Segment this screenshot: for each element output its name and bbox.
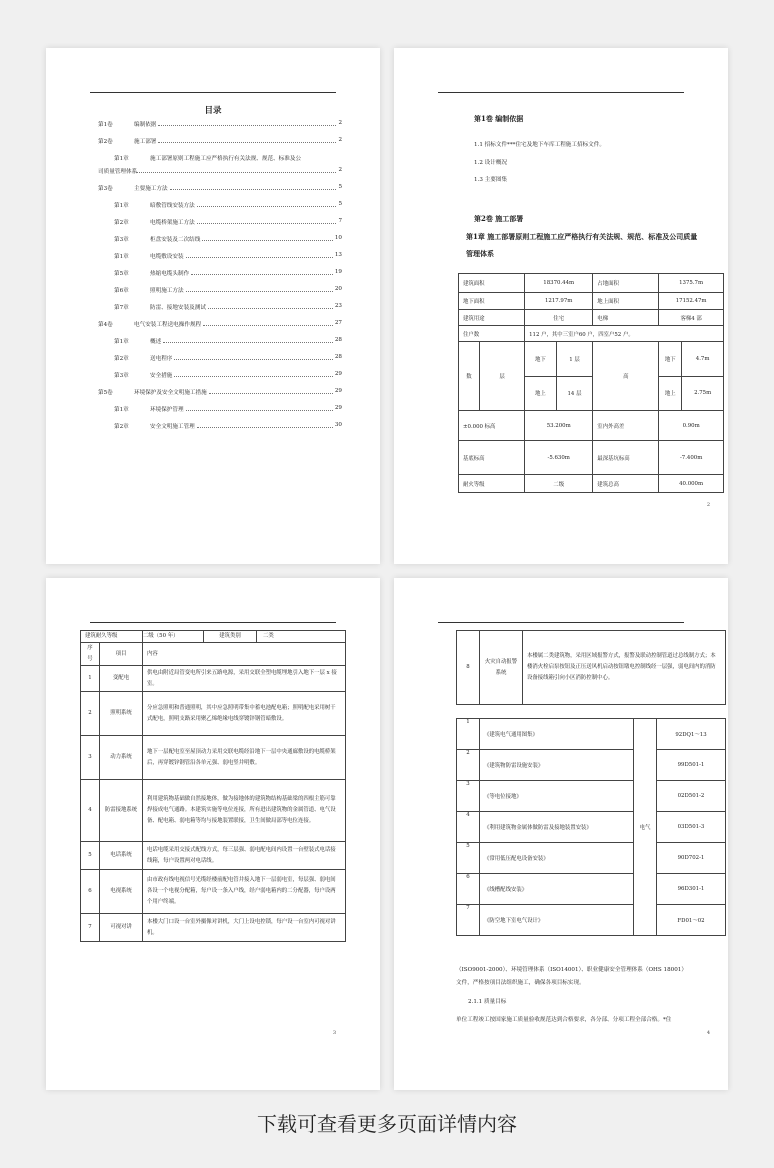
item-2: 1.2 设计概况	[474, 160, 508, 166]
toc-leader	[208, 303, 333, 309]
toc-page: 20	[334, 286, 342, 292]
cell: 2	[81, 692, 100, 736]
toc-page: 29	[334, 371, 342, 377]
cell: 5	[81, 842, 100, 870]
cell: 90D702-1	[657, 843, 726, 874]
toc-level: 第2章	[114, 356, 129, 362]
table-row	[457, 843, 726, 874]
design-overview-table	[458, 273, 724, 493]
cell: 《建筑电气通用图集》	[480, 719, 634, 750]
cell: 占地面积	[593, 274, 659, 293]
cell: 1375.7m	[659, 274, 724, 293]
toc-page: 13	[334, 252, 342, 258]
section-heading: 2.1.1 质量目标	[468, 999, 507, 1005]
toc-item[interactable]	[98, 388, 342, 405]
toc-leader	[158, 120, 336, 126]
toc-level: 第1章	[114, 339, 129, 345]
toc-item[interactable]	[98, 320, 342, 337]
cell: 序号	[81, 643, 100, 666]
toc-level: 第7章	[114, 305, 129, 311]
page-4	[394, 578, 728, 1090]
cell: 地下	[525, 342, 557, 377]
download-caption: 下载可查看更多页面详情内容	[257, 1112, 517, 1136]
toc-level: 第3卷	[98, 186, 113, 192]
cell: -5.630m	[525, 441, 593, 475]
cell: 《利用建筑物金属体做防雷及接地装置安装》	[480, 812, 634, 843]
toc-item[interactable]	[98, 235, 342, 252]
cell: 3	[81, 736, 100, 780]
cell: 层	[479, 342, 524, 410]
cell: 电气	[634, 719, 657, 936]
cell: 6	[81, 870, 100, 914]
table-row	[457, 750, 726, 781]
header-rule	[438, 622, 684, 623]
toc-title: 暗敷管线安装方法	[150, 203, 195, 209]
cell: 供电由附近局管变电所引来五路电源，采用交联全塑电缆埋地引入地下一层 x 接室。	[143, 666, 346, 692]
table-row	[457, 905, 726, 936]
page-2	[394, 48, 728, 564]
cell: 耐火等级	[459, 475, 525, 493]
toc-page: 10	[334, 235, 342, 241]
cell-head-group	[143, 631, 346, 643]
toc-page: 27	[334, 320, 342, 326]
toc-title: 安全文明施工管理	[150, 424, 195, 430]
cell: 1 层	[556, 342, 593, 377]
table-row	[457, 812, 726, 843]
cell: ±0.000 标高	[459, 411, 525, 441]
header-rule	[438, 92, 684, 93]
toc-title: 环境保护管理	[150, 407, 184, 413]
cell: 动力系统	[100, 736, 143, 780]
header-rule	[90, 622, 336, 623]
cell: 地上	[659, 376, 682, 411]
cell: 3	[457, 781, 480, 812]
cell: 7	[81, 914, 100, 942]
toc-level: 第3章	[114, 373, 129, 379]
toc-title: 热缩电缆头制作	[150, 271, 190, 277]
cell: 8	[457, 631, 480, 705]
cell: 地上面积	[593, 293, 659, 310]
toc-level: 第5章	[114, 271, 129, 277]
cell: 火灾自动报警系统	[480, 631, 523, 705]
toc-item[interactable]	[98, 286, 342, 303]
toc-leader	[186, 286, 333, 292]
cell: 地下	[659, 342, 682, 377]
cell: 17152.47m	[659, 293, 724, 310]
page-3	[46, 578, 380, 1090]
cell: 利用建筑物基础做自然接地体，做为接地体的建筑物结构基础梁的四根主筋可靠焊接成电气通路。本建筑实施等电位连接，所有进出建筑物的金属管道、电气设备、配电箱、弱电箱等均与接地装置联接，卫生间做局部等电位连接。	[143, 780, 346, 842]
toc-item[interactable]	[98, 154, 342, 184]
toc-title: 送电程序	[150, 356, 173, 362]
toc-leader	[197, 422, 333, 428]
toc-page: 5	[338, 184, 342, 190]
toc-title: 柜盘安装及二次结线	[150, 237, 201, 243]
toc-leader	[174, 354, 332, 360]
toc-item[interactable]	[98, 337, 342, 354]
table-row	[81, 842, 346, 870]
page-number: 4	[706, 1030, 710, 1036]
toc-item[interactable]	[98, 422, 342, 439]
cell: 二级（50 年）	[143, 633, 179, 639]
cell: 住户数	[459, 326, 525, 342]
cell: 高	[593, 342, 659, 411]
toc-title: 概述	[150, 339, 162, 345]
cell: 4	[81, 780, 100, 842]
cell: 电话电缆采用交接式配线方式，每三层强、弱电配电间内设置一台壁装式电话接线箱，每户设置两对电话线。	[143, 842, 346, 870]
cell: 可视对讲	[100, 914, 143, 942]
chapter-heading: 第1章 施工部署原则工程施工应严格执行有关法规、规范、标准及公司质量管理体系	[466, 232, 698, 258]
table-row	[457, 781, 726, 812]
toc-page: 28	[334, 354, 342, 360]
toc-level: 第4卷	[98, 322, 113, 328]
toc-title: 照明施工方法	[150, 288, 184, 294]
toc-leader	[191, 269, 333, 275]
toc-leader	[158, 137, 336, 143]
table-row	[81, 736, 346, 780]
cell: 由市政有线电视信号光缆经楼前配电管井接入地下一层弱电室，每层强、弱电间各设一个电视分配箱，每户设一条入户线，经户弱电箱内的二分配器，每户设两个用户终端。	[143, 870, 346, 914]
toc-leader	[186, 252, 333, 258]
cell: 电梯	[593, 310, 659, 326]
standards-table	[456, 718, 726, 936]
cell: 6	[457, 874, 480, 905]
toc-leader	[197, 218, 337, 224]
table-row	[81, 692, 346, 736]
toc-item[interactable]	[98, 137, 342, 154]
cell: 室内外高差	[593, 411, 659, 441]
toc-item[interactable]	[98, 201, 342, 218]
cell: 内容	[143, 643, 346, 666]
toc-page: 28	[334, 337, 342, 343]
toc-title: 施工部署原则工程施工应严格执行有关法规、规范、标准及公	[150, 156, 302, 162]
toc-item[interactable]	[98, 120, 342, 137]
table-row	[81, 666, 346, 692]
cell: 18370.44m	[525, 274, 593, 293]
cell: 1217.97m	[525, 293, 593, 310]
cell: 96D301-1	[657, 874, 726, 905]
toc-item[interactable]	[98, 371, 342, 388]
table-row	[457, 719, 726, 750]
cell: 地上	[525, 376, 557, 411]
page-number: 2	[706, 502, 710, 508]
cell: FD01～02	[657, 905, 726, 936]
cell: 4.7m	[682, 342, 724, 377]
item-3: 1.3 主要图集	[474, 177, 508, 183]
cell: 本楼属二类建筑物，采用区域报警方式，报警及联动控制管道过总线制方式；本楼消火栓启泵按钮及正压送风机启动按钮墩电控制线经一层强，弱电间内的消防设备接线箱引向小区消防控制中心。	[523, 631, 726, 705]
paragraph: （ISO9001-2000）、环境管理体系（ISO14001）、职业健康安全管理体系（OHS 18001）文件，严格按项目法组织施工，确保各项目标实现。	[456, 967, 687, 986]
table-row	[81, 780, 346, 842]
cell: 2	[457, 750, 480, 781]
cell: 地下面积	[459, 293, 525, 310]
toc-page: 7	[338, 218, 342, 224]
vol1-heading: 第1卷 编制依据	[474, 114, 524, 123]
cell: 1	[457, 719, 480, 750]
toc-leader	[170, 184, 337, 190]
cell: 本楼大门口设一台室外摄像对讲机，大门上设电控锁，每户设一台室内可视对讲机。	[143, 914, 346, 942]
toc-title: 环境保护及安全文明施工措施	[134, 390, 207, 396]
cell: 《线槽配线安装》	[480, 874, 634, 905]
toc-leader	[186, 405, 333, 411]
toc-level: 第2章	[114, 220, 129, 226]
cell: 最深基坑标高	[593, 441, 659, 475]
toc-level: 第1卷	[98, 122, 113, 128]
toc-page: 29	[334, 405, 342, 411]
toc-page: 2	[338, 120, 342, 126]
toc-level: 第2卷	[98, 139, 113, 145]
cell: 基底标高	[459, 441, 525, 475]
toc-page: 5	[338, 201, 342, 207]
toc-page: 2	[338, 167, 342, 173]
header-rule	[90, 92, 336, 93]
cell: 0.90m	[659, 411, 724, 441]
cell: 二级	[525, 475, 593, 493]
toc-leader	[163, 337, 333, 343]
cell: 99D501-1	[657, 750, 726, 781]
cell: 14 层	[556, 376, 593, 411]
cell: -7.400m	[659, 441, 724, 475]
paragraph: 单位工程竣工按国家施工质量验收规范达到合格要求，各分部、分项工程全部合格。*住	[456, 1017, 672, 1023]
toc-list	[98, 120, 342, 439]
toc-leader	[174, 371, 332, 377]
toc-level: 第1章	[114, 203, 129, 209]
cell: 电话系统	[100, 842, 143, 870]
cell: 地下一层配电室至屋顶动力采用交联电缆经沿地下一层中央通廊敷设的电缆桥架后，再穿镀锌钢管沿各单元强、弱电竖井明敷。	[143, 736, 346, 780]
page-toc	[46, 48, 380, 564]
cell: 建筑用途	[459, 310, 525, 326]
toc-title: 安全措施	[150, 373, 173, 379]
cell: 照明系统	[100, 692, 143, 736]
cell: 《等电位接地》	[480, 781, 634, 812]
cell: 数	[466, 374, 472, 380]
cell: 建筑耐久等级	[81, 631, 143, 643]
cell: 分应急照明和普通照明，其中应急照明带集中蓄电池配电箱；照明配电采用树干式配电，照明支路采用聚乙烯绝缘电线穿镀锌钢管暗敷设。	[143, 692, 346, 736]
cell: 7	[457, 905, 480, 936]
cell: 建筑面积	[459, 274, 525, 293]
cell: 二类	[256, 631, 345, 642]
toc-title: 电缆桥架施工方法	[150, 220, 195, 226]
toc-leader	[202, 235, 333, 241]
toc-leader	[209, 388, 333, 394]
cell: 住宅	[525, 310, 593, 326]
toc-title: 主要施工方法	[134, 186, 168, 192]
toc-page: 30	[334, 422, 342, 428]
cell: 4	[457, 812, 480, 843]
cell: 客梯4 部	[659, 310, 724, 326]
table-row	[81, 870, 346, 914]
toc-level: 第1章	[114, 254, 129, 260]
toc-page: 19	[334, 269, 342, 275]
toc-item[interactable]	[98, 218, 342, 235]
table-row	[81, 914, 346, 942]
cell: 1	[81, 666, 100, 692]
toc-leader	[136, 167, 336, 173]
toc-title: 电气安装工程送电操作规程	[134, 322, 202, 328]
cell: 建筑类别	[203, 631, 256, 642]
table-row	[457, 874, 726, 905]
cell: 《常用低压配电设备安装》	[480, 843, 634, 874]
toc-item[interactable]	[98, 303, 342, 320]
toc-title-cont: 司质量管理体系	[98, 169, 138, 175]
toc-level: 第5卷	[98, 390, 113, 396]
cell: 项目	[100, 643, 143, 666]
toc-level: 第6章	[114, 288, 129, 294]
cell: 92DQ1～13	[657, 719, 726, 750]
toc-item[interactable]	[98, 269, 342, 286]
cell-cengshu	[459, 342, 525, 411]
toc-page: 2	[338, 137, 342, 143]
toc-item[interactable]	[98, 184, 342, 201]
toc-level: 第2章	[114, 424, 129, 430]
cell: 《建筑物防雷设施安装》	[480, 750, 634, 781]
cell: 防雷接地系统	[100, 780, 143, 842]
item-1: 1.1 招标文件***住宅及地下车库工程施工招标文件。	[474, 142, 605, 148]
cell: 《防空地下室电气设计》	[480, 905, 634, 936]
system-table	[80, 630, 346, 942]
cell: 53.200m	[525, 411, 593, 441]
toc-title: 编制依据	[134, 122, 157, 128]
cell: 02D501-2	[657, 781, 726, 812]
cell: 03D501-3	[657, 812, 726, 843]
toc-item[interactable]	[98, 405, 342, 422]
toc-level: 第3章	[114, 237, 129, 243]
toc-page: 29	[334, 388, 342, 394]
toc-title: 电缆敷设安装	[150, 254, 184, 260]
cell: 5	[457, 843, 480, 874]
fire-alarm-table	[456, 630, 726, 705]
toc-item[interactable]	[98, 252, 342, 269]
toc-page: 23	[334, 303, 342, 309]
cell: 变配电	[100, 666, 143, 692]
cell: 112 户，其中三室户60 户，四室户52 户。	[525, 326, 724, 342]
cell: 建筑总高	[593, 475, 659, 493]
toc-title: 目录	[204, 106, 222, 116]
cell: 40.000m	[659, 475, 724, 493]
toc-title: 施工部署	[134, 139, 157, 145]
page-number: 3	[332, 1030, 336, 1036]
toc-leader	[197, 201, 337, 207]
vol2-heading: 第2卷 施工部署	[474, 214, 524, 223]
cell: 电视系统	[100, 870, 143, 914]
toc-level: 第1章	[114, 156, 129, 162]
toc-leader	[203, 320, 333, 326]
toc-item[interactable]	[98, 354, 342, 371]
toc-level: 第1章	[114, 407, 129, 413]
toc-title: 防雷、接地安装及测试	[150, 305, 206, 311]
cell: 2.75m	[682, 376, 724, 411]
